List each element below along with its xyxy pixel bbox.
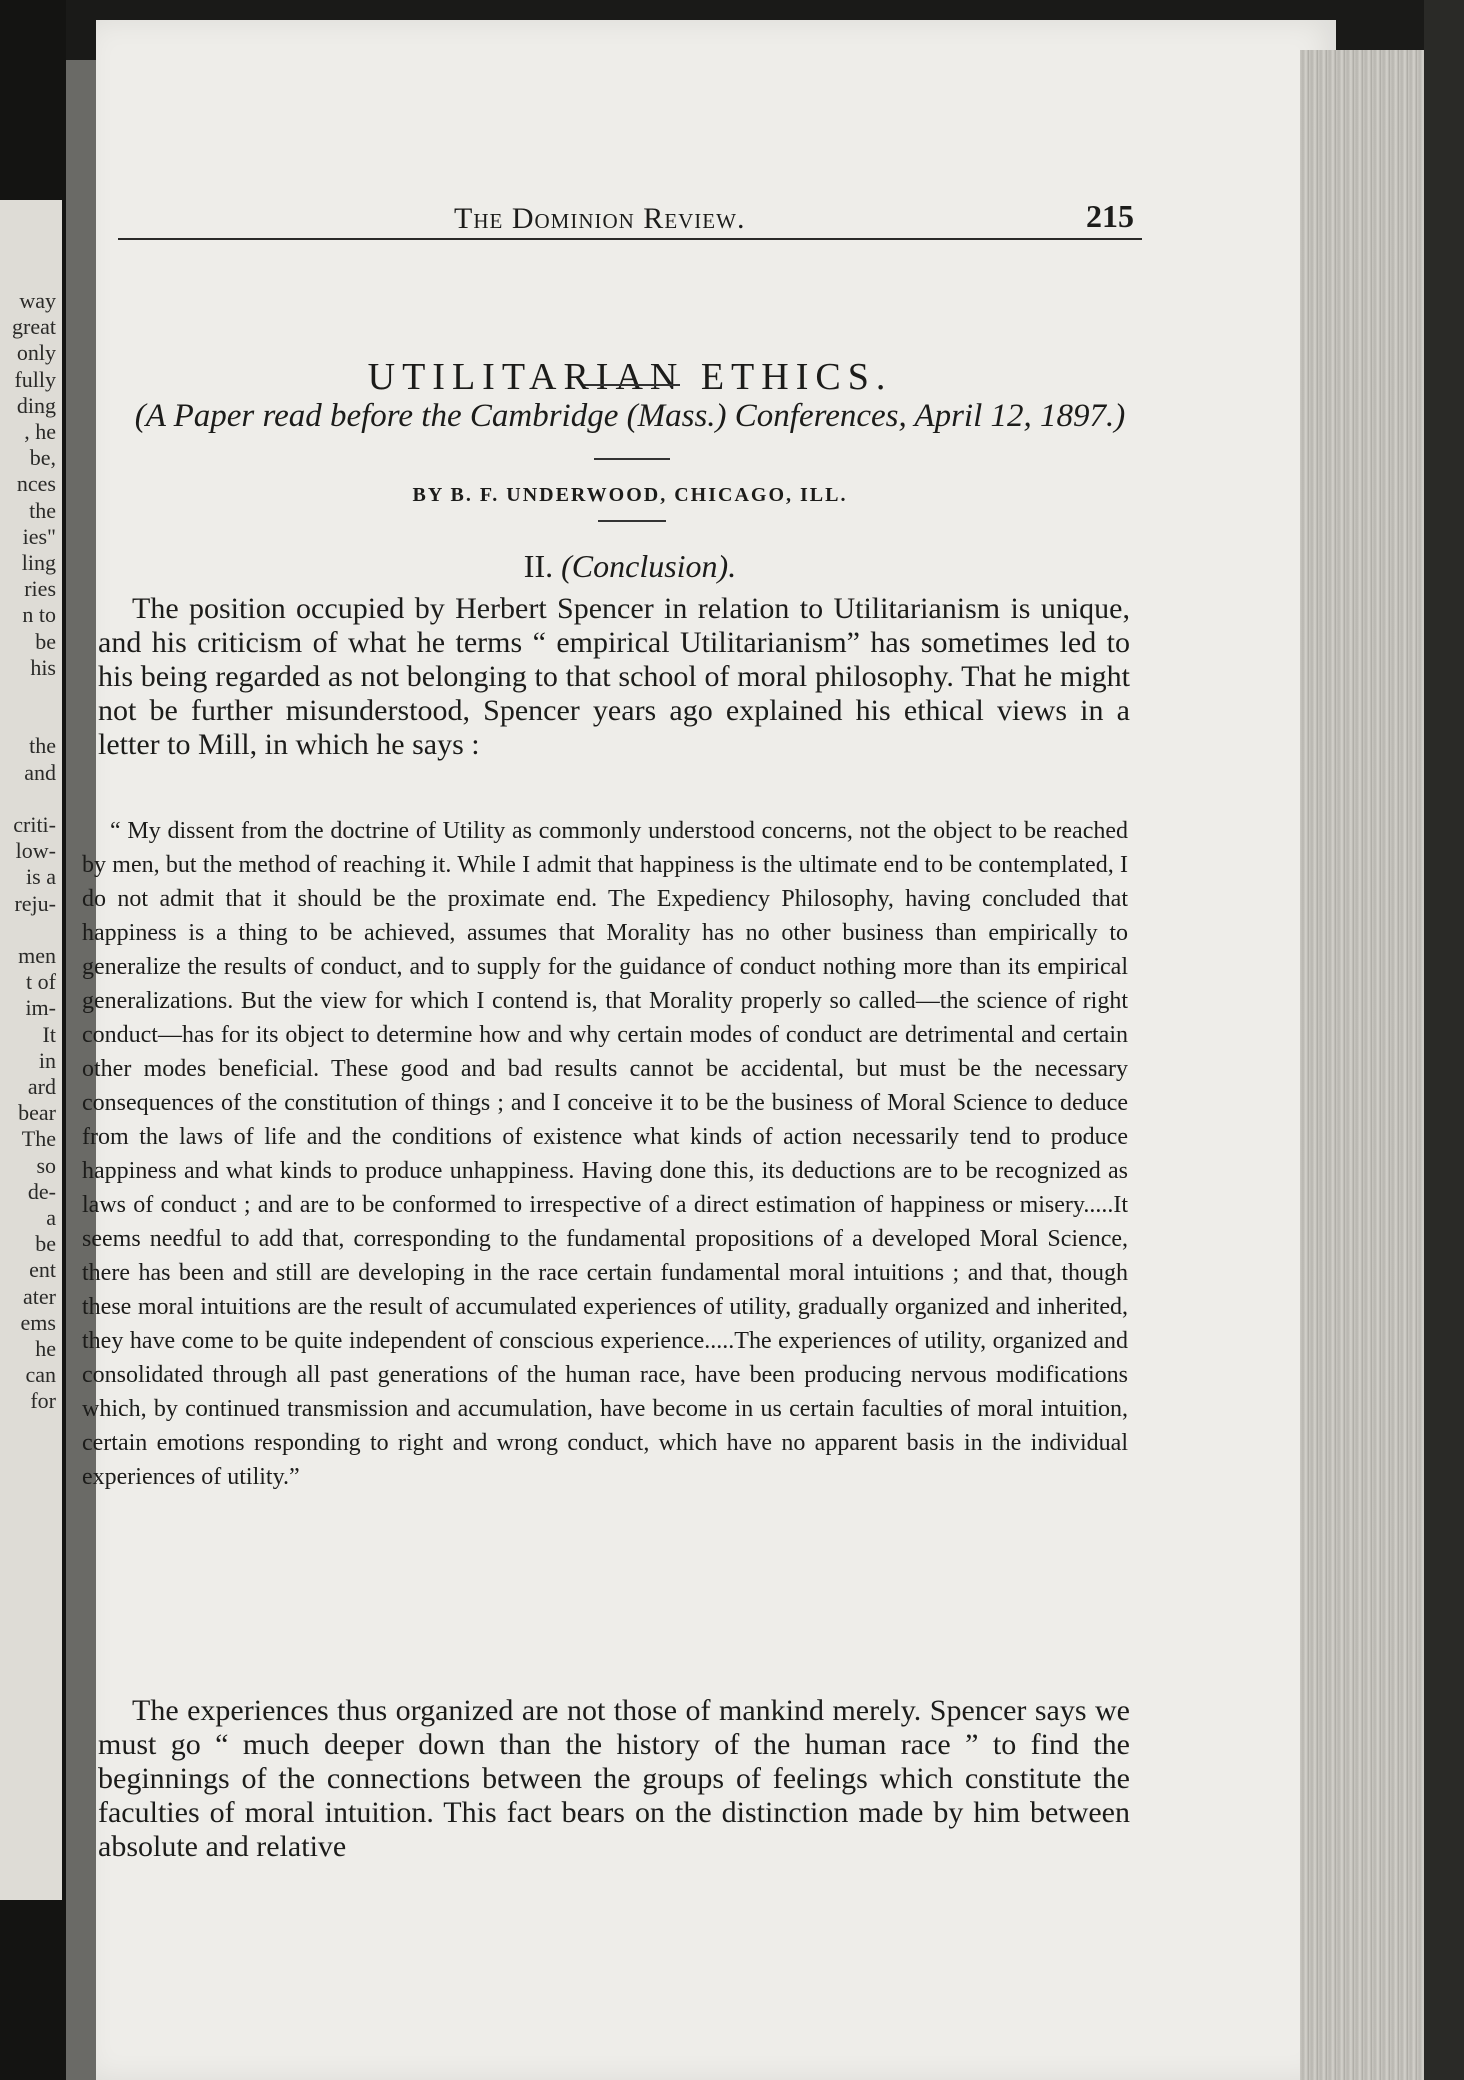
facing-page-fragment-text: ling bbox=[21, 550, 56, 575]
facing-page-fragment-text: fully bbox=[14, 366, 56, 392]
facing-page-fragment-text: , he bbox=[24, 419, 56, 444]
facing-page-fragment-text: is a bbox=[26, 864, 56, 890]
facing-page-fragment-text: can bbox=[25, 1362, 56, 1388]
facing-page-fragment-text: be, bbox=[29, 445, 56, 471]
title-rule bbox=[584, 384, 680, 386]
facing-page-fragment-text: t of bbox=[26, 969, 56, 995]
facing-page-fragment-text: The bbox=[21, 1126, 56, 1152]
facing-page-fragment-text: and bbox=[24, 759, 56, 785]
header-rule bbox=[118, 238, 1142, 240]
facing-page-fragment-text: criti- bbox=[13, 812, 56, 837]
facing-page-fragment-text: ent bbox=[29, 1257, 56, 1283]
facing-page-fragment-text: ding bbox=[16, 392, 56, 418]
facing-page-fragment-text: be bbox=[35, 1231, 56, 1257]
facing-page-fragment-text: a bbox=[46, 1205, 56, 1230]
facing-page-fragment-text: n to bbox=[22, 602, 56, 628]
running-title: The Dominion Review. bbox=[454, 202, 746, 235]
facing-page-fragment-text: great bbox=[12, 314, 56, 340]
byline: BY B. F. UNDERWOOD, CHICAGO, ILL. bbox=[412, 484, 848, 506]
block-quote: “ My dissent from the doctrine of Utility as commonly understood concerns, not the object to be reached by men, but the method of reaching it. While I admit that happiness is the ultimate end to be contemplated, I do not admit that it should be the proximate end. The Expediency Philosophy, having concluded that happiness is a thing to be achieved, assumes that Morality has no other business than empirically to generalize the results of conduct, and to supply for the guidance of conduct nothing more than its empirical generalizations. But the view for which I contend is, that Morality properly so called—the science of right conduct—has for its object to determine how and why certain modes of conduct are detrimental and certain other modes beneficial. These good and bad results cannot be accidental, but must be the necessary consequences of the constitution of things ; and I conceive it to be the business of Moral Science to deduce from the laws of life and the conditions of existence what kinds of action necessarily tend to produce happiness and what kinds to produce unhappiness. Having done this, its deductions are to be recognized as laws of conduct ; and are to be conformed to irrespective of a direct estimation of happiness or misery.....It seems needful to add that, corresponding to the fundamental propositions of a developed Moral Science, there has been and still are developing in the race certain fundamental moral intuitions ; and that, though these moral intuitions are the result of accumulated experiences of utility, gradually organized and inherited, they have come to be quite independent of conscious experience.....The experiences of utility, organized and consolidated through all past generations of the human race, have been producing nervous modifications which, by continued transmission and accumulation, have become in us certain faculties of moral intuition, certain emotions responding to right and wrong conduct, which have no apparent basis in the individual experiences of utility.” bbox=[82, 818, 1128, 1490]
facing-page-fragment-text: reju- bbox=[14, 890, 56, 916]
facing-page-fragment-text: so bbox=[36, 1152, 56, 1178]
facing-page-fragment-text: de- bbox=[27, 1178, 56, 1204]
facing-page-fragment-text: only bbox=[16, 340, 56, 366]
subtitle-rule bbox=[594, 458, 670, 460]
byline-rule bbox=[598, 520, 666, 522]
facing-page-fragment-text: ard bbox=[27, 1074, 56, 1099]
page-edge-stack bbox=[1300, 50, 1424, 2080]
part-heading bbox=[118, 548, 1142, 585]
facing-page-fragment-text: the bbox=[29, 733, 56, 759]
facing-page-fragment-text: be bbox=[35, 628, 56, 654]
facing-page-fragment-text: the bbox=[29, 497, 56, 523]
facing-page-fragment-text: ies" bbox=[22, 523, 56, 549]
article-title: UTILITARIAN ETHICS. bbox=[367, 356, 893, 399]
facing-page-fragment-text: ater bbox=[23, 1283, 56, 1309]
part-label: (Conclusion). bbox=[561, 548, 737, 584]
part-number: II. bbox=[523, 548, 554, 584]
facing-page-fragment-text: nces bbox=[16, 471, 56, 497]
facing-page-fragment-text: im- bbox=[25, 995, 56, 1021]
facing-page-fragment bbox=[0, 200, 62, 1900]
article-subtitle: (A Paper read before the Cambridge (Mass.) Conferences, April 12, 1897.) bbox=[134, 398, 1126, 434]
facing-page-fragment-text: his bbox=[30, 654, 56, 680]
facing-page-fragment-text: ries bbox=[24, 576, 56, 602]
facing-page-fragment-text: bear bbox=[18, 1100, 56, 1126]
facing-page-fragment-text: men bbox=[18, 943, 56, 968]
page-number: 215 bbox=[1086, 198, 1134, 234]
facing-page-fragment-text: It bbox=[42, 1021, 56, 1047]
body-paragraph-2: The experiences thus organized are not those of mankind merely. Spencer says we must go “ much deeper down than the history of the human race ” to find the beginnings of the connections between the groups of feelings which constitute the faculties of moral intuition. This fact bears on the distinction made by him between absolute and relative bbox=[98, 1694, 1130, 1863]
facing-page-fragment-text: for bbox=[30, 1388, 56, 1414]
facing-page-fragment-text: he bbox=[35, 1336, 56, 1361]
facing-page-fragment-text: in bbox=[38, 1047, 56, 1073]
facing-page-fragment-text: low- bbox=[15, 838, 56, 864]
facing-page-fragment-text: way bbox=[19, 288, 56, 313]
body-paragraph-1: The position occupied by Herbert Spencer in relation to Utilitarianism is unique, and his criticism of what he terms “ empirical Utilitarianism” has sometimes led to his being regarded as not belonging to that school of moral philosophy. That he might not be further misunderstood, Spencer years ago explained his ethical views in a letter to Mill, in which he says : bbox=[98, 592, 1130, 761]
scan-background-right bbox=[1424, 0, 1464, 2080]
facing-page-fragment-text: ems bbox=[20, 1309, 56, 1335]
